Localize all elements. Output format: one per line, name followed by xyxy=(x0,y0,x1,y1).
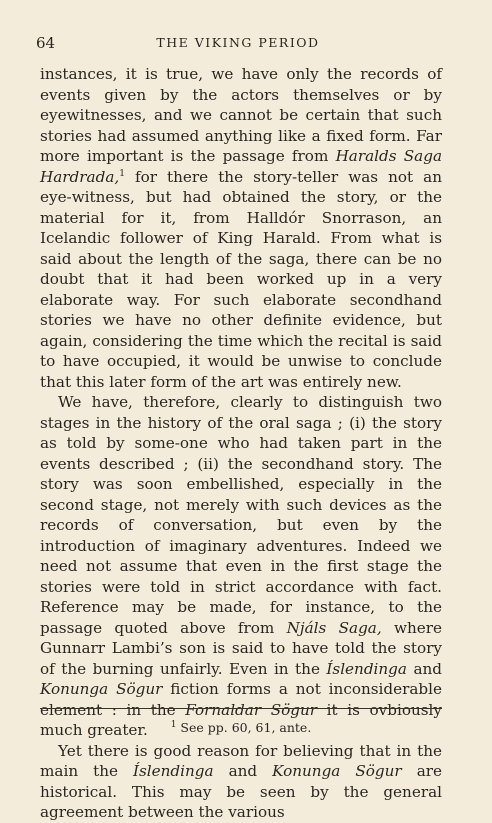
paragraph-3-text-b: and xyxy=(213,762,273,780)
running-title: THE VIKING PERIOD xyxy=(156,35,320,50)
paragraph-1-text-a: instances, it is true, we have only the records of events given by the actors themselves or by eyewitnesses, and we cannot be certain that such stories had assumed anything like a fixed form. Far more important is the passage from xyxy=(40,65,442,165)
njals-saga-title: Njáls Saga, xyxy=(286,618,382,637)
paragraph-2-text-a: We have, therefore, clearly to distinguish two stages in the history of the oral saga ; (i) the story as told by some-one who had taken part in the events described ; (ii) the secondhand story. The story was soon embellished, especially in the second stage, not merely with such devices as the records of conversation, but even by the introduction of imaginary adventures. Indeed we need not assume that even in the first stage the stories were told in strict accordance with fact. Reference may be made, for instance, to the passage quoted above from xyxy=(40,393,442,637)
paragraph-3-text-c: are historical. This may be seen by the general agreement between the various xyxy=(40,762,443,821)
page-header xyxy=(36,34,440,54)
paragraph-2-text-b: where Gunnarr Lambi’s son is said to have told the story of the burning unfairly. Even in the xyxy=(40,618,442,678)
islendinga-title: Íslendinga xyxy=(326,659,407,678)
konunga-sogur-title: Konunga Sögur xyxy=(40,680,163,698)
footnote-divider xyxy=(40,708,442,709)
paragraph-1 xyxy=(40,64,442,392)
islendinga-title-2: Íslendinga xyxy=(133,762,214,780)
fornaldar-sogur-title: Fornaldar Sögur xyxy=(185,700,318,719)
paragraph-2 xyxy=(40,392,442,741)
paragraph-3-text-a: Yet there is good reason for believing that in the main the xyxy=(40,741,442,780)
page-number: 64 xyxy=(36,34,56,52)
paragraph-2-text-d: fiction forms a not inconsiderable element : in the xyxy=(40,680,442,719)
paragraph-2-text-c: and xyxy=(406,659,442,678)
footnote-marker: 1 xyxy=(119,168,125,179)
footnote-text: See pp. 60, 61, ante. xyxy=(176,720,312,735)
konunga-sogur-title-2: Konunga Sögur xyxy=(272,762,402,780)
paragraph-2-text-e: it is ovbiously much greater. xyxy=(40,700,442,739)
paragraph-3 xyxy=(40,741,442,823)
haralds-saga-title: Haralds Saga Hardrada, xyxy=(40,147,442,186)
paragraph-1-text-b: for there the story-teller was not an eye-witness, but had obtained the story, or the material for it, from Halldór Snorrason, an Icelandic follower of King Harald. From what is said about the length of the saga, there can be no doubt that it had been worked up in a very elaborate way. For such elaborate secondhand stories we have no other definite evidence, but again, considering the time which the recital is said to have occupied, it would be unwise to conclude that this later form of the art was entirely new. xyxy=(40,167,442,391)
footnote xyxy=(40,720,442,735)
footnote-number: 1 xyxy=(170,719,177,730)
